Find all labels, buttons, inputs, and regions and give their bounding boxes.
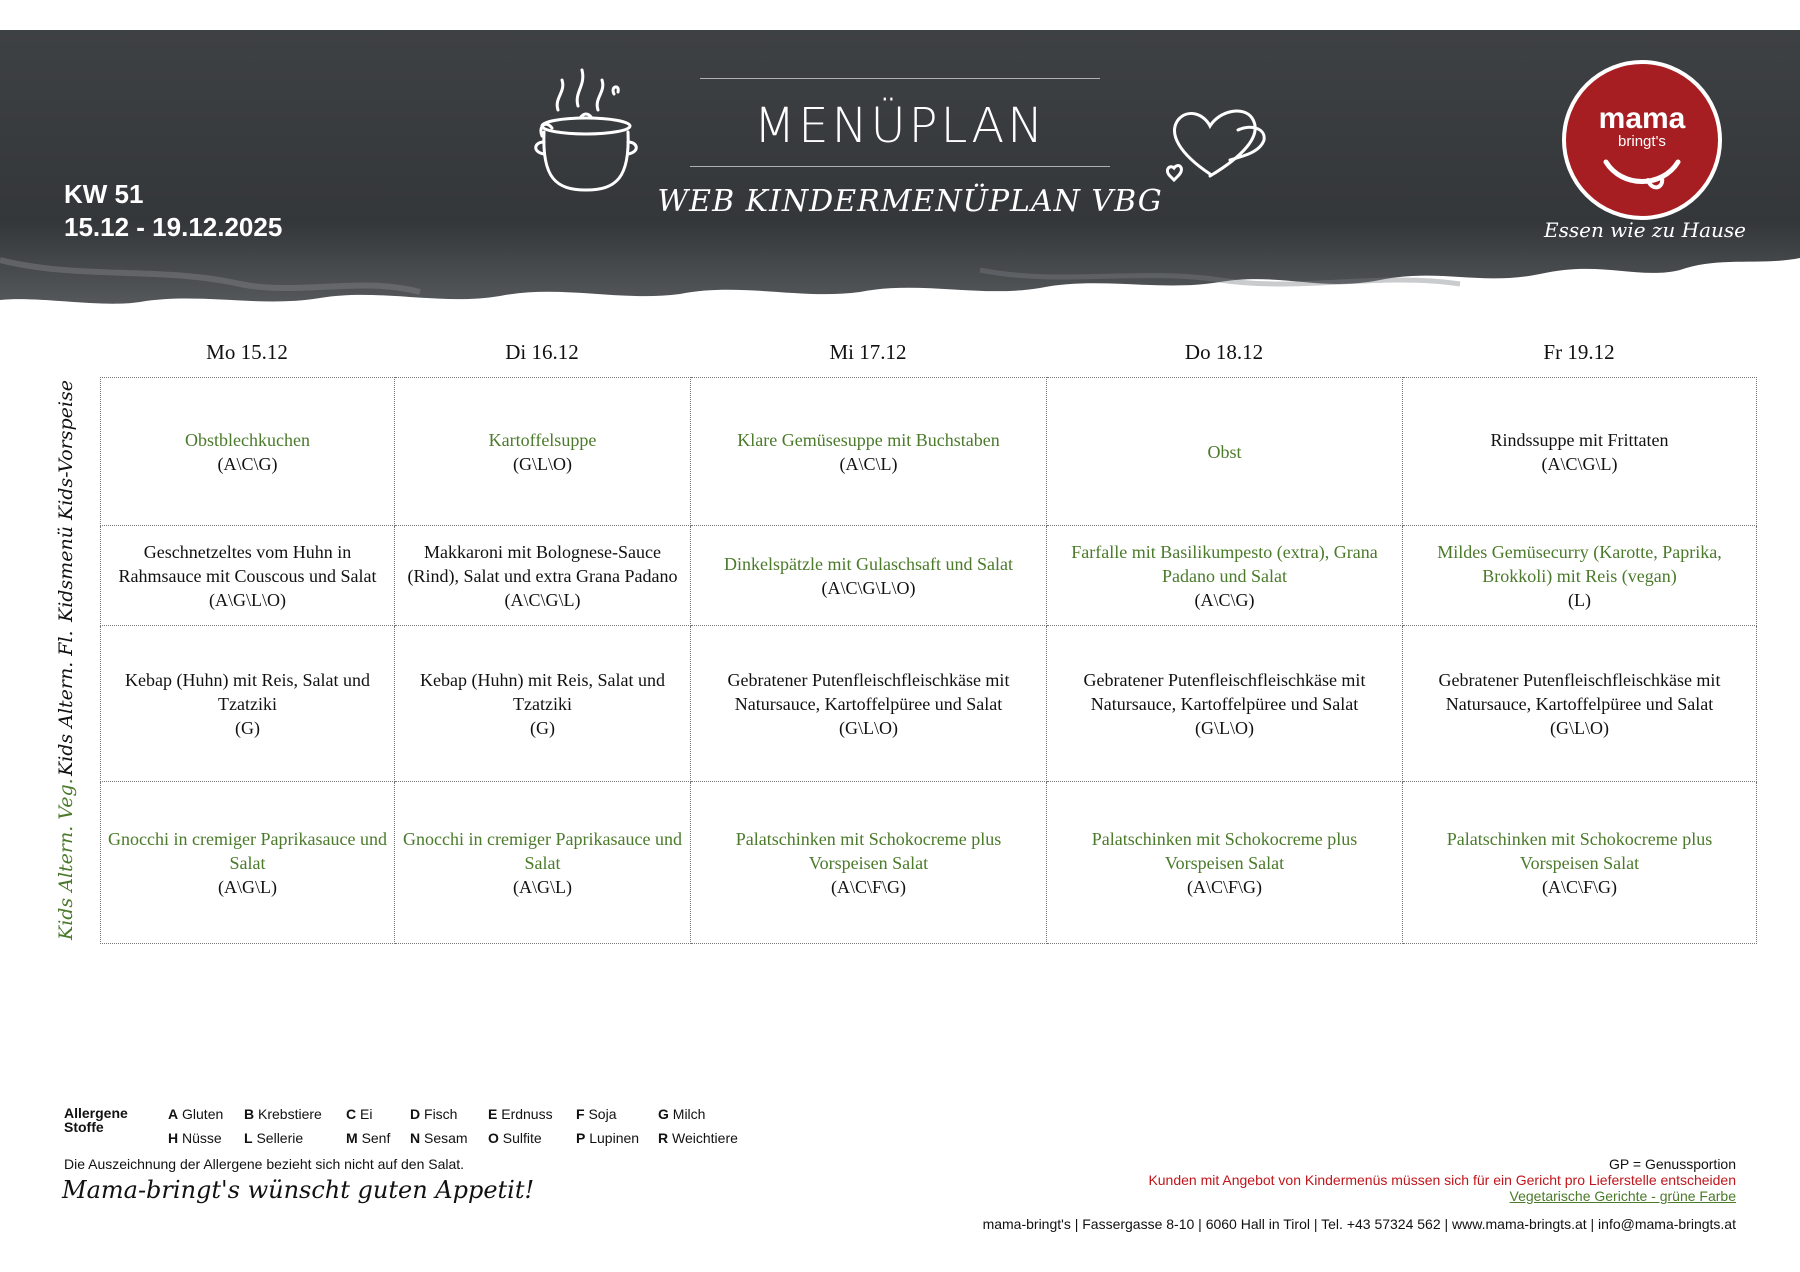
dish-allergens: (G\L\O) <box>1550 717 1609 738</box>
dish-name: Obst <box>1207 441 1242 462</box>
dish-allergens: (A\C\L) <box>839 453 898 474</box>
title-divider-top <box>700 78 1100 79</box>
allergen-item <box>168 1106 223 1122</box>
allergen-item <box>346 1106 372 1122</box>
allergen-code: L <box>244 1130 253 1146</box>
allergen-item <box>576 1106 616 1122</box>
dish-name: Rindssuppe mit Frittaten <box>1490 429 1669 450</box>
menu-cell <box>101 626 395 782</box>
allergen-name: Erdnuss <box>501 1106 553 1122</box>
dish-name: Palatschinken mit Schokocreme plus Vorspeisen Salat <box>1446 828 1713 873</box>
dish-allergens: (A\G\L) <box>513 876 572 897</box>
allergen-item <box>658 1130 738 1146</box>
menu-cell <box>395 782 691 944</box>
dish-name: Palatschinken mit Schokocreme plus Vorspeisen Salat <box>735 828 1002 873</box>
dish-name: Obstblechkuchen <box>185 429 310 450</box>
allergen-item <box>658 1106 705 1122</box>
menu-cell <box>691 526 1047 626</box>
dish-allergens: (A\C\F\G) <box>1541 876 1617 897</box>
allergen-code: A <box>168 1106 179 1122</box>
dish-allergens: (G\L\O) <box>839 717 898 738</box>
menu-row <box>101 626 1757 782</box>
dish-allergens: (A\C\F\G) <box>830 876 906 897</box>
header-banner <box>0 30 1800 310</box>
logo-sub-text: bringt's <box>1618 133 1666 150</box>
title-divider-bottom <box>690 166 1110 167</box>
menu-cell <box>1047 626 1403 782</box>
allergen-item <box>244 1106 322 1122</box>
allergen-code: N <box>410 1130 421 1146</box>
menu-cell <box>1047 782 1403 944</box>
day-header-fri: Fr 19.12 <box>1543 340 1615 364</box>
allergen-name: Ei <box>360 1106 373 1122</box>
contact-info: mama-bringt's | Fassergasse 8-10 | 6060 Hall in Tirol | Tel. +43 57324 562 | www.mama-bringts.at | info@mama-bringts.at <box>982 1216 1736 1232</box>
page-title: MENÜPLAN <box>753 98 1047 154</box>
dish-name: Dinkelspätzle mit Gulaschsaft und Salat <box>724 553 1013 574</box>
allergen-code: G <box>658 1106 669 1122</box>
allergen-code: H <box>168 1130 179 1146</box>
kids-menu-notice: Kunden mit Angebot von Kindermenüs müssen sich für ein Gericht pro Lieferstelle entscheiden <box>1148 1172 1736 1188</box>
category-label-kidsmenu: Kidsmenü <box>55 526 77 622</box>
allergen-code: R <box>658 1130 669 1146</box>
day-header-mon: Mo 15.12 <box>206 340 288 364</box>
allergen-legend-title: Allergene Stoffe <box>64 1105 128 1135</box>
menu-row <box>101 782 1757 944</box>
allergen-name: Sellerie <box>256 1130 304 1146</box>
dish-allergens: (A\C\F\G) <box>1186 876 1262 897</box>
menu-cell <box>1403 782 1757 944</box>
menu-cell <box>395 378 691 526</box>
dish-allergens: (A\C\G\L) <box>1541 453 1618 474</box>
category-label-alt-meat: Kids Altern. Fl. <box>55 630 77 776</box>
dish-name: Gebratener Putenfleischfleischkäse mit Natursauce, Kartoffelpüree und Salat <box>727 669 1010 714</box>
allergen-item <box>244 1130 303 1146</box>
allergen-item <box>488 1106 553 1122</box>
cooking-pot-icon <box>528 58 644 198</box>
menu-cell <box>691 378 1047 526</box>
allergen-item <box>410 1130 468 1146</box>
menu-cell <box>395 626 691 782</box>
dish-name: Gnocchi in cremiger Paprikasauce und Salat <box>108 828 387 873</box>
allergen-item <box>168 1130 222 1146</box>
allergen-item <box>410 1106 457 1122</box>
allergen-code: P <box>576 1130 586 1146</box>
dish-name: Makkaroni mit Bolognese-Sauce (Rind), Salat und extra Grana Padano <box>407 541 678 586</box>
allergen-code: O <box>488 1130 499 1146</box>
vegetarian-legend: Vegetarische Gerichte - grüne Farbe <box>1509 1188 1736 1204</box>
allergen-code: B <box>244 1106 255 1122</box>
allergen-name: Senf <box>361 1130 391 1146</box>
dish-name: Klare Gemüsesuppe mit Buchstaben <box>737 429 1000 450</box>
category-label-starter: Kids-Vorspeise <box>55 380 77 520</box>
dish-allergens: (A\C\G) <box>1194 589 1255 610</box>
allergen-code: D <box>410 1106 421 1122</box>
date-range: 15.12 - 19.12.2025 <box>64 212 283 242</box>
menu-cell <box>1403 378 1757 526</box>
menu-cell <box>691 782 1047 944</box>
menu-cell <box>691 626 1047 782</box>
dish-name: Gnocchi in cremiger Paprikasauce und Salat <box>403 828 682 873</box>
closing-wish: Mama-bringt's wünscht guten Appetit! <box>62 1176 535 1204</box>
day-header-wed: Mi 17.12 <box>829 340 907 364</box>
allergen-name: Lupinen <box>589 1130 640 1146</box>
menu-cell <box>101 782 395 944</box>
dish-allergens: (A\G\L) <box>218 876 277 897</box>
allergen-item <box>576 1130 639 1146</box>
allergen-name: Gluten <box>182 1106 224 1122</box>
category-label-alt-veg: Kids Altern. Veg. <box>55 778 77 940</box>
logo-main-text: mama <box>1598 102 1686 135</box>
allergen-name: Nüsse <box>182 1130 222 1146</box>
dish-name: Gebratener Putenfleischfleischkäse mit Natursauce, Kartoffelpüree und Salat <box>1438 669 1721 714</box>
allergen-name: Weichtiere <box>672 1130 738 1146</box>
dish-name: Kebap (Huhn) mit Reis, Salat und Tzatziki <box>420 669 665 714</box>
menu-row <box>101 378 1757 526</box>
menu-cell <box>1047 378 1403 526</box>
menu-cell <box>1403 526 1757 626</box>
menu-row <box>101 526 1757 626</box>
day-header-tue: Di 16.12 <box>505 340 579 364</box>
week-number: KW 51 <box>64 179 144 209</box>
dish-allergens: (L) <box>1568 589 1591 610</box>
menu-cell <box>395 526 691 626</box>
brand-logo <box>1562 60 1722 220</box>
dish-allergens: (A\G\L\O) <box>209 589 286 610</box>
allergen-code: F <box>576 1106 585 1122</box>
menu-cell <box>1047 526 1403 626</box>
allergen-name: Milch <box>672 1106 706 1122</box>
dish-allergens: (G\L\O) <box>513 453 572 474</box>
dish-allergens: (A\C\G) <box>217 453 278 474</box>
dish-allergens: (G\L\O) <box>1195 717 1254 738</box>
menu-cell <box>101 378 395 526</box>
day-headers <box>0 340 1800 370</box>
allergen-name: Sesam <box>424 1130 468 1146</box>
dish-name: Geschnetzeltes vom Huhn in Rahmsauce mit Couscous und Salat <box>118 541 377 586</box>
allergen-name: Fisch <box>424 1106 458 1122</box>
dish-name: Kartoffelsuppe <box>488 429 597 450</box>
dish-allergens: (A\C\G\L\O) <box>821 577 916 598</box>
allergen-name: Sulfite <box>502 1130 542 1146</box>
day-header-thu: Do 18.12 <box>1184 340 1264 364</box>
menu-cell <box>101 526 395 626</box>
heart-icon <box>1160 104 1280 194</box>
page-subtitle: WEB KINDERMENÜPLAN VBG <box>657 184 1163 219</box>
dish-name: Palatschinken mit Schokocreme plus Vorspeisen Salat <box>1091 828 1358 873</box>
dish-name: Farfalle mit Basilikumpesto (extra), Grana Padano und Salat <box>1071 541 1378 586</box>
week-info <box>64 178 282 244</box>
allergen-code: E <box>488 1106 498 1122</box>
allergen-code: C <box>346 1106 357 1122</box>
allergen-name: Krebstiere <box>258 1106 322 1122</box>
dish-name: Mildes Gemüsecurry (Karotte, Paprika, Brokkoli) mit Reis (vegan) <box>1437 541 1722 586</box>
dish-name: Gebratener Putenfleischfleischkäse mit Natursauce, Kartoffelpüree und Salat <box>1083 669 1366 714</box>
allergen-name: Soja <box>588 1106 617 1122</box>
dish-allergens: (A\C\G\L) <box>504 589 581 610</box>
dish-allergens: (G) <box>235 717 260 738</box>
allergen-code: M <box>346 1130 358 1146</box>
allergen-item <box>488 1130 542 1146</box>
brand-slogan: Essen wie zu Hause <box>1543 218 1747 242</box>
menu-cell <box>1403 626 1757 782</box>
allergen-note: Die Auszeichnung der Allergene bezieht sich nicht auf den Salat. <box>64 1156 465 1172</box>
dish-name: Kebap (Huhn) mit Reis, Salat und Tzatziki <box>125 669 370 714</box>
smile-icon <box>1592 154 1692 194</box>
menu-table <box>100 377 1757 944</box>
allergen-item <box>346 1130 390 1146</box>
gp-note: GP = Genussportion <box>1609 1156 1736 1172</box>
dish-allergens: (G) <box>530 717 555 738</box>
